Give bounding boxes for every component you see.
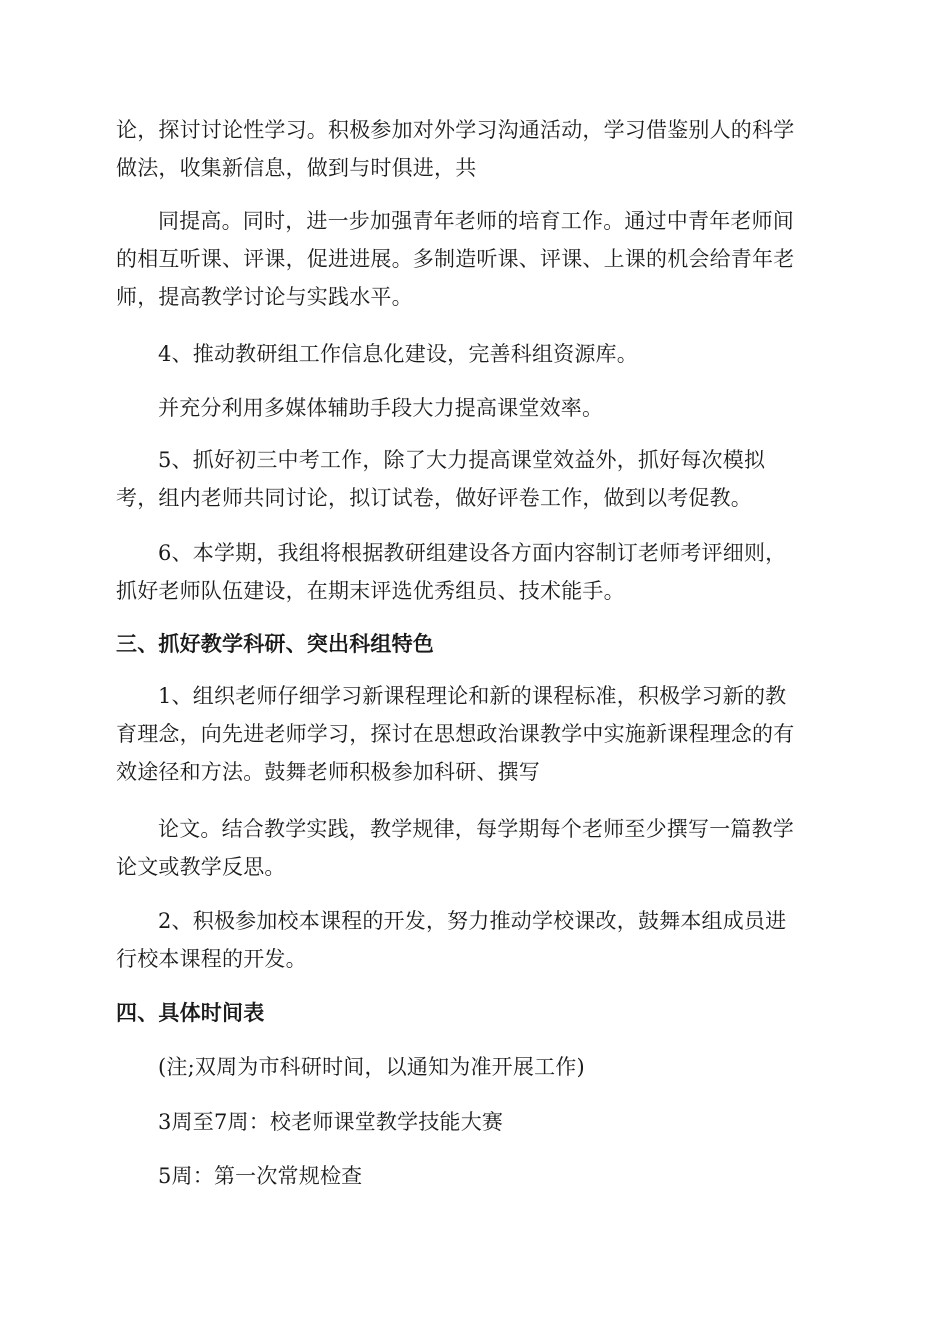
text-line: 师，提高教学讨论与实践水平。 bbox=[116, 285, 413, 309]
text-line: 育理念，向先进老师学习，探讨在思想政治课教学中实施新课程理念的有 bbox=[116, 722, 795, 746]
text-line: 5、抓好初三中考工作，除了大力提高课堂效益外，抓好每次模拟 bbox=[158, 448, 766, 472]
text-line: 1、组织老师仔细学习新课程理论和新的课程标准，积极学习新的教 bbox=[158, 684, 787, 708]
paragraph-8 bbox=[116, 810, 836, 886]
text-line: 效途径和方法。鼓舞老师积极参加科研、撰写 bbox=[116, 760, 540, 784]
text-line: 的相互听课、评课，促进进展。多制造听课、评课、上课的机会给青年老 bbox=[116, 247, 795, 271]
paragraph-6 bbox=[116, 534, 836, 610]
text-line: 考，组内老师共同讨论，拟订试卷，做好评卷工作，做到以考促教。 bbox=[116, 486, 752, 510]
paragraph-1 bbox=[116, 111, 836, 187]
schedule-item-2 bbox=[116, 1157, 836, 1195]
text-line: 做法，收集新信息，做到与时俱进，共 bbox=[116, 156, 477, 180]
section-heading-4 bbox=[116, 994, 836, 1032]
note-line bbox=[116, 1048, 836, 1086]
text-line: 论文或教学反思。 bbox=[116, 855, 286, 879]
paragraph-9 bbox=[116, 902, 836, 978]
text-line: 同提高。同时，进一步加强青年老师的培育工作。通过中青年老师间 bbox=[158, 209, 794, 233]
text-line: 行校本课程的开发。 bbox=[116, 947, 307, 971]
text-line: 论文。结合教学实践，教学规律，每学期每个老师至少撰写一篇教学 bbox=[158, 817, 794, 841]
text-line: 6、本学期，我组将根据教研组建设各方面内容制订老师考评细则， bbox=[158, 541, 787, 565]
text-line: 2、积极参加校本课程的开发，努力推动学校课改，鼓舞本组成员进 bbox=[158, 909, 787, 933]
paragraph-3 bbox=[116, 335, 836, 373]
text-line: 3周至7周：校老师课堂教学技能大赛 bbox=[158, 1110, 504, 1134]
text-line: 5周：第一次常规检查 bbox=[158, 1164, 363, 1188]
section-heading-3 bbox=[116, 625, 836, 663]
text-line: 论，探讨讨论性学习。积极参加对外学习沟通活动，学习借鉴别人的科学 bbox=[116, 118, 795, 142]
paragraph-2 bbox=[116, 202, 836, 316]
heading-text: 三、抓好教学科研、突出科组特色 bbox=[116, 631, 434, 656]
text-line: 抓好老师队伍建设，在期末评选优秀组员、技术能手。 bbox=[116, 579, 625, 603]
schedule-item-1 bbox=[116, 1103, 836, 1141]
paragraph-5 bbox=[116, 441, 836, 517]
text-line: 4、推动教研组工作信息化建设，完善科组资源库。 bbox=[158, 342, 638, 366]
heading-text: 四、具体时间表 bbox=[116, 1000, 265, 1025]
paragraph-7 bbox=[116, 677, 836, 791]
text-line: (注;双周为市科研时间，以通知为准开展工作) bbox=[158, 1055, 585, 1079]
text-line: 并充分利用多媒体辅助手段大力提高课堂效率。 bbox=[158, 396, 604, 420]
paragraph-4 bbox=[116, 389, 836, 427]
